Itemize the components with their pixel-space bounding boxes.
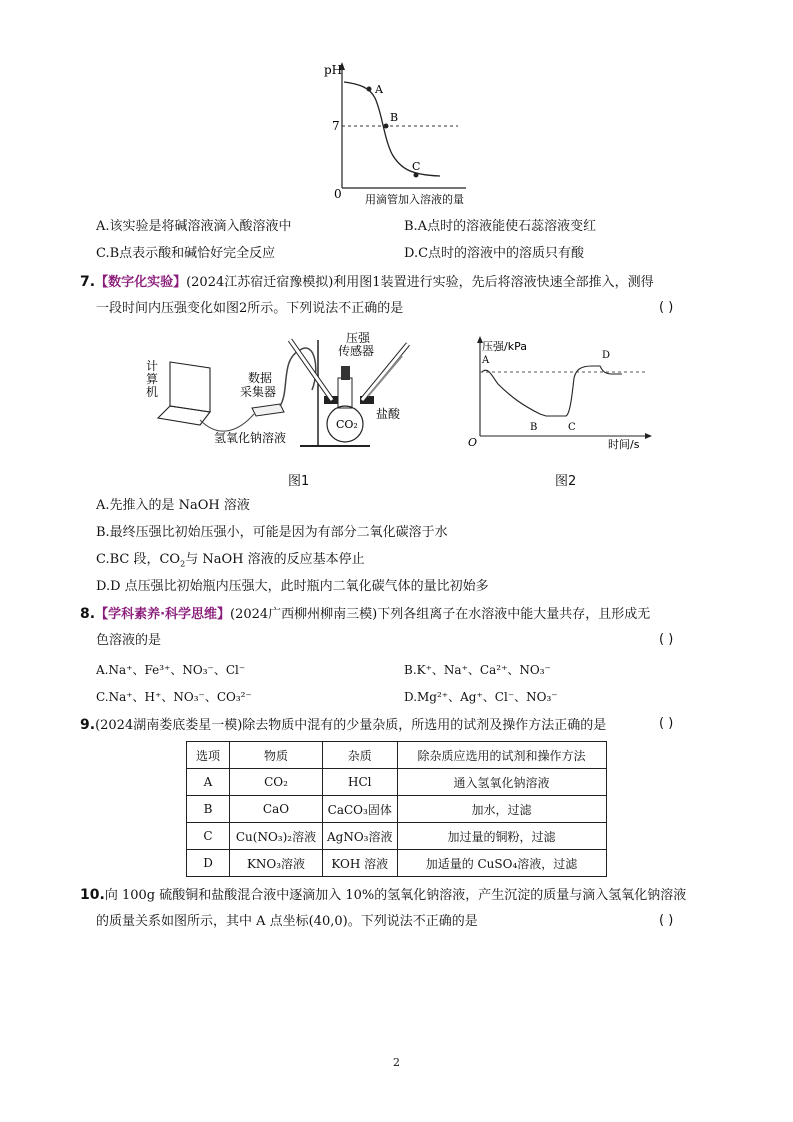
q6-option-c: C.B点表示酸和碱恰好完全反应 [96, 246, 276, 261]
table-cell: 加适量的 CuSO₄溶液，过滤 [397, 850, 606, 877]
label-sensor: 压强传感器 [338, 331, 375, 358]
q8-answer-paren: ( ) [659, 632, 674, 647]
cable-2 [280, 348, 316, 406]
table-cell: CO₂ [230, 769, 323, 796]
q10-stem1: 向 100g 硫酸铜和盐酸混合液中逐滴加入 10%的氢氧化钠溶液，产生沉淀的质量与滴入氢氧化钠溶液 [104, 888, 687, 903]
table-cell: KNO₃溶液 [230, 850, 323, 877]
figure1-apparatus [140, 330, 420, 455]
q10-number: 10. [80, 887, 105, 903]
table-cell: A [187, 769, 230, 796]
table-header: 选项 [187, 742, 230, 769]
label-c: C [412, 160, 421, 173]
table-header: 物质 [230, 742, 323, 769]
pressure-curve [482, 366, 622, 416]
q10-stem-line1 [80, 886, 686, 905]
q7-stem2: 一段时间内压强变化如图2所示。下列说法不正确的是 [96, 301, 404, 316]
q8-stem-line1 [80, 605, 650, 624]
table-header: 杂质 [323, 742, 398, 769]
point-b-label: B [530, 422, 538, 433]
table-cell: D [187, 850, 230, 877]
label-naoh: 氢氧化钠溶液 [214, 431, 287, 445]
q8-tag: 【学科素养·科学思维】 [95, 607, 231, 622]
laptop-screen [170, 362, 210, 412]
point-d-label: D [602, 350, 611, 361]
q8-stem2: 色溶液的是 [96, 633, 162, 648]
q8-option-d: D.Mg²⁺、Ag⁺、Cl⁻、NO₃⁻ [404, 690, 558, 704]
point-a-label: A [482, 355, 490, 366]
label-co2: CO₂ [336, 418, 358, 431]
table-cell: CaCO₃固体 [323, 796, 398, 823]
table-cell: B [187, 796, 230, 823]
point-c [414, 173, 419, 178]
table-cell: KOH 溶液 [323, 850, 398, 877]
table-row [187, 850, 607, 877]
page-number: 2 [393, 1056, 400, 1069]
table-cell: CaO [230, 796, 323, 823]
q6-option-b: B.A点时的溶液能使石蕊溶液变红 [404, 219, 597, 234]
collector-box [252, 404, 284, 416]
ph-curve [344, 82, 440, 176]
origin-label: O [468, 436, 478, 449]
q6-option-a: A.该实验是将碱溶液滴入酸溶液中 [96, 219, 292, 234]
point-a [367, 87, 372, 92]
origin-label: 0 [334, 187, 342, 201]
q9-number: 9. [80, 717, 96, 733]
cable-1 [200, 414, 254, 431]
y-label: pH [324, 63, 343, 77]
label-a: A [375, 83, 383, 96]
q7-option-a: A.先推入的是 NaOH 溶液 [96, 498, 250, 513]
q7-answer-paren: ( ) [659, 300, 674, 315]
table-row [187, 796, 607, 823]
table-cell: C [187, 823, 230, 850]
table-header: 除杂质应选用的试剂和操作方法 [397, 742, 606, 769]
table-cell: 加水，过滤 [397, 796, 606, 823]
label-b: B [390, 111, 399, 124]
point-c-label: C [568, 422, 576, 433]
q10-answer-paren: ( ) [659, 913, 674, 928]
table-cell: HCl [323, 769, 398, 796]
q9-answer-paren: ( ) [659, 716, 674, 731]
q7-stem1: (2024江苏宿迁宿豫模拟)利用图1装置进行实验，先后将溶液快速全部推入，测得 [186, 275, 654, 290]
q8-option-c: C.Na⁺、H⁺、NO₃⁻、CO₃²⁻ [96, 690, 252, 704]
table-row [187, 823, 607, 850]
ph-curve-chart [320, 58, 470, 208]
q10-stem2: 的质量关系如图所示，其中 A 点坐标(40,0)。下列说法不正确的是 [96, 914, 478, 929]
table-row [187, 769, 607, 796]
q7-option-d: D.D 点压强比初始瓶内压强大，此时瓶内二氧化碳气体的量比初始多 [96, 579, 489, 594]
q6-option-d: D.C点时的溶液中的溶质只有酸 [404, 246, 585, 261]
q8-option-b: B.K⁺、Na⁺、Ca²⁺、NO₃⁻ [404, 663, 551, 677]
table-cell: Cu(NO₃)₂溶液 [230, 823, 323, 850]
label-computer: 计算机 [146, 359, 159, 399]
q9-stem: (2024湖南娄底娄星一模)除去物质中混有的少量杂质，所选用的试剂及操作方法正确的是 [95, 718, 607, 733]
point-b [384, 124, 389, 129]
y-label: 压强/kPa [482, 340, 527, 353]
x-label: 用滴管加入溶液的量 [365, 193, 464, 206]
q8-option-a: A.Na⁺、Fe³⁺、NO₃⁻、Cl⁻ [96, 663, 246, 677]
q7-tag: 【数字化实验】 [95, 275, 187, 290]
y-tick-7: 7 [332, 119, 340, 133]
q7-option-b: B.最终压强比初始压强小，可能是因为有部分二氧化碳溶于水 [96, 525, 448, 540]
pressure-sensor [341, 366, 350, 380]
table-header-row [187, 742, 607, 769]
q8-number: 8. [80, 606, 96, 622]
table-cell: AgNO₃溶液 [323, 823, 398, 850]
figure1-caption: 图1 [288, 474, 310, 489]
label-acid: 盐酸 [376, 407, 401, 421]
table-cell: 加过量的铜粉，过滤 [397, 823, 606, 850]
x-label: 时间/s [608, 438, 640, 451]
figure2-caption: 图2 [555, 474, 577, 489]
table-cell: 通入氢氧化钠溶液 [397, 769, 606, 796]
label-collector: 数据采集器 [240, 371, 277, 399]
q7-number: 7. [80, 274, 96, 290]
q8-stem1: (2024广西柳州柳南三模)下列各组离子在水溶液中能大量共存，且形成无 [230, 607, 651, 622]
q7-stem-line1 [80, 273, 654, 292]
figure2-pressure-chart [462, 336, 652, 451]
q9-stem-line [80, 716, 606, 735]
q9-options-table [186, 741, 607, 877]
flask-neck [338, 378, 352, 408]
q7-option-c: C.BC 段，$CO_2$与 NaOH 溶液的反应基本停止 [96, 552, 365, 569]
